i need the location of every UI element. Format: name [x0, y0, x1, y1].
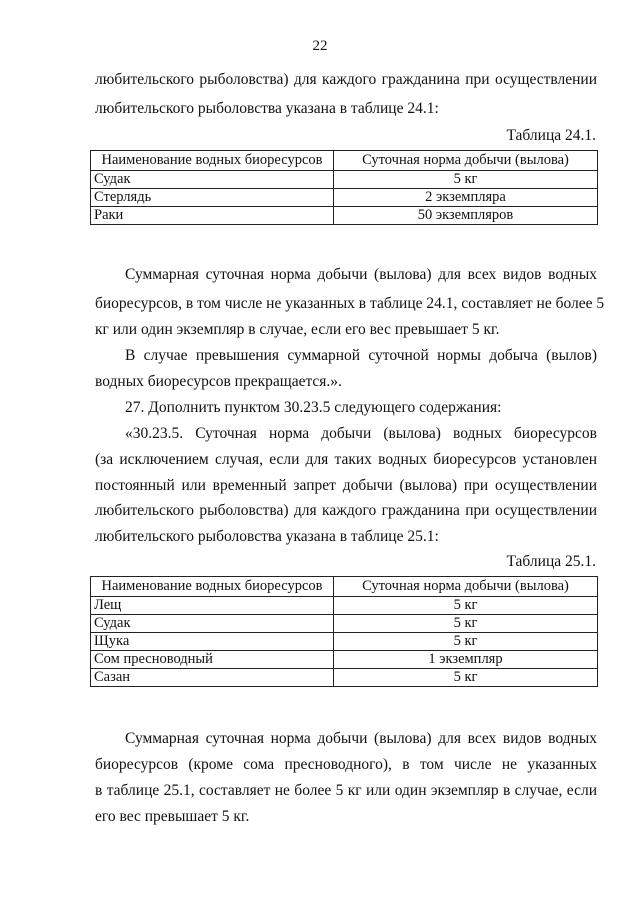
header-cell: Наименование водных биоресурсов — [91, 577, 334, 597]
table-caption: Таблица 24.1. — [506, 127, 596, 144]
text-line: Суммарная суточная норма добычи (вылова) для всех видов водных — [125, 730, 597, 747]
table-row — [91, 597, 598, 615]
text-line: «30.23.5. Суточная норма добычи (вылова) водных биоресурсов — [125, 425, 597, 442]
species-cell: Лещ — [91, 597, 334, 615]
text-line: кг или один экземпляр в случае, если его вес превышает 5 кг. — [95, 321, 500, 338]
table-header-row — [91, 151, 598, 171]
table-row — [91, 651, 598, 669]
norm-cell: 50 экземпляров — [334, 207, 598, 225]
species-cell: Судак — [91, 615, 334, 633]
text-line: любительского рыболовства) для каждого гражданина при осуществлении — [95, 502, 597, 519]
text-line: Суммарная суточная норма добычи (вылова) для всех видов водных — [125, 266, 597, 283]
table-caption: Таблица 25.1. — [506, 553, 596, 570]
text-line: биоресурсов (кроме сома пресноводного), в том числе не указанных — [95, 756, 597, 773]
text-line: любительского рыболовства указана в таблице 25.1: — [95, 528, 439, 545]
text-line: 27. Дополнить пунктом 30.23.5 следующего содержания: — [125, 399, 502, 416]
species-cell: Судак — [91, 171, 334, 189]
norm-cell: 5 кг — [334, 171, 598, 189]
text-line: любительского рыболовства) для каждого гражданина при осуществлении — [95, 71, 597, 88]
species-cell: Сазан — [91, 669, 334, 687]
norm-cell: 5 кг — [334, 615, 598, 633]
table-header-row — [91, 577, 598, 597]
table-row — [91, 633, 598, 651]
page-number: 22 — [312, 38, 328, 54]
species-cell: Стерлядь — [91, 189, 334, 207]
text-line: постоянный или временный запрет добычи (вылова) при осуществлении — [95, 477, 597, 494]
norm-cell: 1 экземпляр — [334, 651, 598, 669]
table-25-1 — [90, 576, 598, 687]
text-line: биоресурсов, в том числе не указанных в таблице 24.1, составляет не более 5 — [95, 295, 605, 312]
header-cell: Суточная норма добычи (вылова) — [334, 577, 598, 597]
norm-cell: 5 кг — [334, 633, 598, 651]
table-24-1 — [90, 150, 598, 225]
table-row — [91, 171, 598, 189]
norm-cell: 5 кг — [334, 669, 598, 687]
norm-cell: 5 кг — [334, 597, 598, 615]
table-row — [91, 189, 598, 207]
table-row — [91, 615, 598, 633]
text-line: его вес превышает 5 кг. — [95, 808, 250, 825]
table-row — [91, 207, 598, 225]
text-line: любительского рыболовства указана в таблице 24.1: — [95, 100, 439, 117]
norm-cell: 2 экземпляра — [334, 189, 598, 207]
header-cell: Суточная норма добычи (вылова) — [334, 151, 598, 171]
text-line: водных биоресурсов прекращается.». — [95, 373, 342, 390]
text-line: в таблице 25.1, составляет не более 5 кг или один экземпляр в случае, если — [95, 782, 597, 799]
species-cell: Сом пресноводный — [91, 651, 334, 669]
text-line: (за исключением случая, если для таких водных биоресурсов установлен — [95, 451, 597, 468]
species-cell: Раки — [91, 207, 334, 225]
table-row — [91, 669, 598, 687]
header-cell: Наименование водных биоресурсов — [91, 151, 334, 171]
species-cell: Щука — [91, 633, 334, 651]
text-line: В случае превышения суммарной суточной нормы добыча (вылов) — [125, 347, 597, 364]
